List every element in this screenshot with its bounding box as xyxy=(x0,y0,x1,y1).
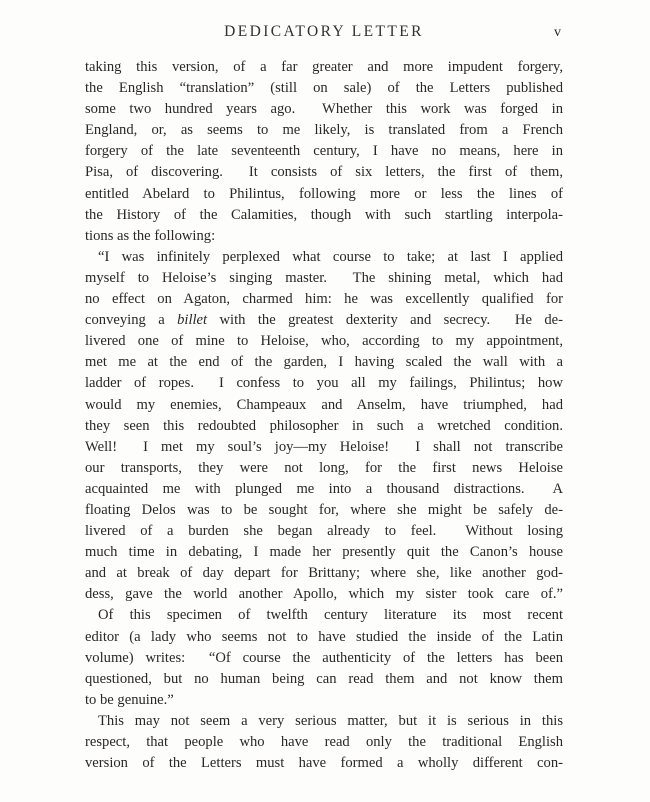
text-line: respect, that people who have read only the traditional English xyxy=(85,734,563,750)
text-line: Of this specimen of twelfth century literature its most recent xyxy=(98,607,563,624)
running-head-title: DEDICATORY LETTER xyxy=(224,23,424,40)
paragraph xyxy=(85,711,563,774)
text-line: Well! I met my soul’s joy—my Heloise! I shall not transcribe xyxy=(85,438,563,455)
text-line: some two hundred years ago. Whether this work was forged in xyxy=(85,101,563,118)
text-line: the History of the Calamities, though with such startling interpola- xyxy=(85,206,563,223)
text-line: volume) writes: “Of course the authenticity of the letters has been xyxy=(85,649,563,666)
text-line: met me at the end of the garden, I having scaled the wall with a xyxy=(85,354,563,371)
text-line: ladder of ropes. I confess to you all my failings, Philintus; how xyxy=(85,375,563,392)
text-line: livered one of mine to Heloise, who, according to my appointment, xyxy=(85,333,563,350)
text-line: forgery of the late seventeenth century, I have no means, here in xyxy=(85,143,563,160)
paragraph xyxy=(85,605,563,710)
text-line: taking this version, of a far greater and more impudent forgery, xyxy=(85,59,563,75)
text-line: no effect on Agaton, charmed him: he was excellently qualified for xyxy=(85,291,563,308)
text-line: they seen this redoubted philosopher in such a wretched condition. xyxy=(85,417,563,434)
text-line: acquainted me with plunged me into a thousand distractions. A xyxy=(85,480,563,497)
text-line: entitled Abelard to Philintus, following more or less the lines of xyxy=(85,185,563,202)
text-line: myself to Heloise’s singing master. The shining metal, which had xyxy=(85,269,563,286)
page-header xyxy=(85,23,563,43)
text-segment: with the greatest dexterity and secrecy. He de- xyxy=(207,312,563,329)
text-line: “I was infinitely perplexed what course to take; at last I applied xyxy=(98,248,563,265)
text-line: would my enemies, Champeaux and Anselm, have triumphed, had xyxy=(85,396,563,413)
text-line: questioned, but no human being can read them and not know them xyxy=(85,670,563,687)
text-line: and at break of day depart for Brittany; where she, like another god- xyxy=(85,565,563,582)
text-line: our transports, they were not long, for the first news Heloise xyxy=(85,459,563,476)
italic-word: billet xyxy=(177,312,208,329)
text-segment: conveying a xyxy=(85,312,178,329)
text-line: editor (a lady who seems not to have studied the inside of the Latin xyxy=(85,628,563,645)
page-number: v xyxy=(554,25,561,40)
text-line: floating Delos was to be sought for, where she might be safely de- xyxy=(85,501,563,518)
text-line: England, or, as seems to me likely, is translated from a French xyxy=(85,122,563,139)
text-line: to be genuine.” xyxy=(85,691,174,708)
text-line: tions as the following: xyxy=(85,227,216,244)
text-line: Pisa, of discovering. It consists of six letters, the first of them, xyxy=(85,164,563,181)
body-text xyxy=(85,57,563,774)
text-line: dess, gave the world another Apollo, which my sister took care of.” xyxy=(85,586,563,603)
paragraph xyxy=(85,247,563,606)
text-line: much time in debating, I made her presently quit the Canon’s house xyxy=(85,544,563,561)
text-line: livered of a burden she began already to feel. Without losing xyxy=(85,523,563,540)
text-line: the English “translation” (still on sale) of the Letters published xyxy=(85,80,563,97)
text-line: version of the Letters must have formed a wholly different con- xyxy=(85,755,563,772)
paragraph xyxy=(85,57,563,247)
text-line xyxy=(85,310,563,331)
text-line: This may not seem a very serious matter, but it is serious in this xyxy=(98,712,563,729)
